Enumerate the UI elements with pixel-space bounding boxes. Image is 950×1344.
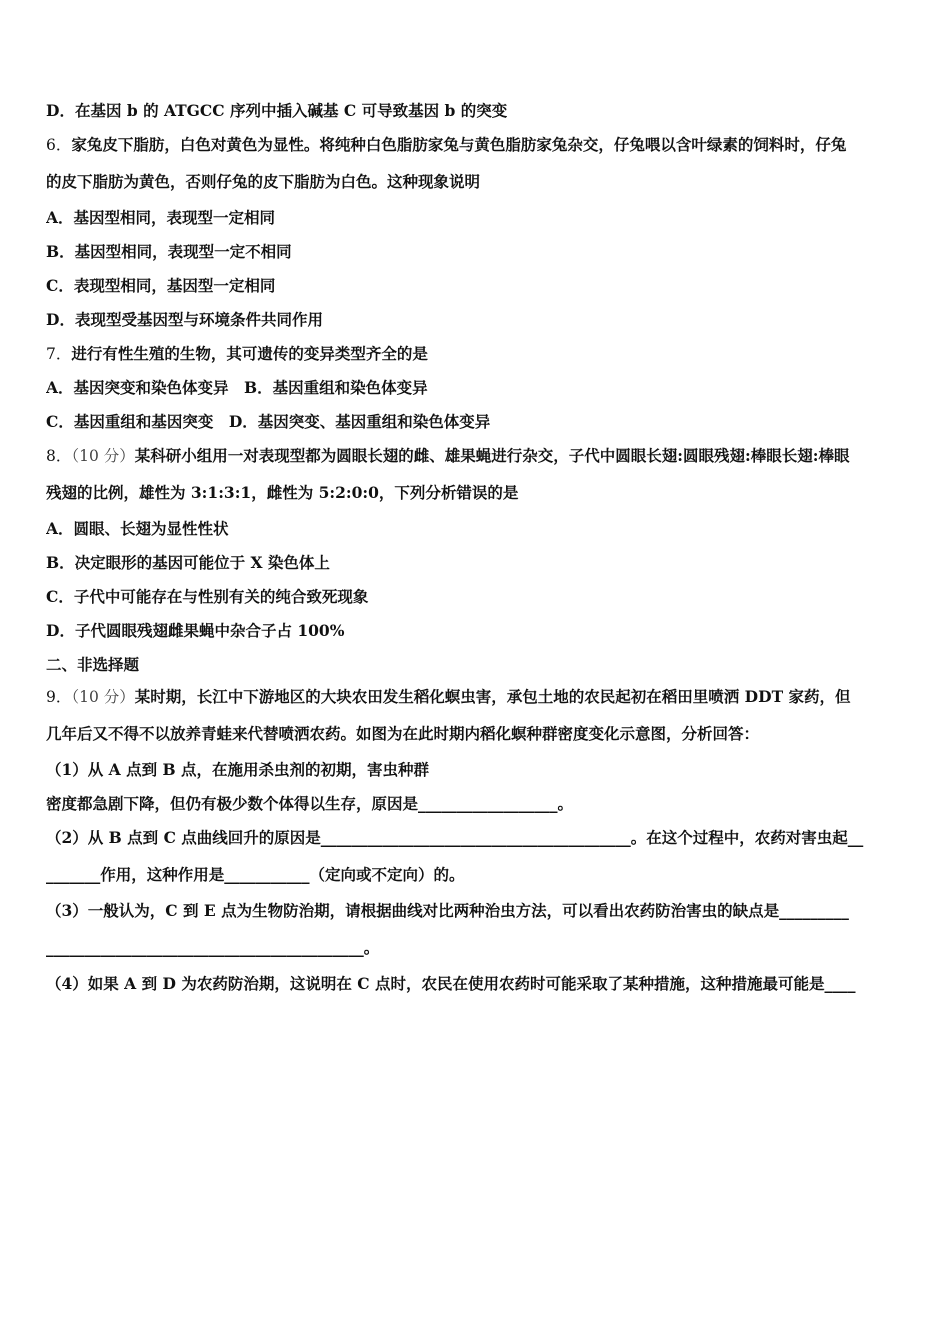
q9-score: （10 分） [71,688,135,706]
q8-stem-line2: 残翅的比例，雄性为 3:1:3:1，雌性为 5:2:0:0，下列分析错误的是 [46,483,519,502]
q9-stem-line1 [46,684,908,710]
q9-number: 9． [46,688,72,706]
q6-option-b: B．基因型相同，表现型一定不相同 [46,242,292,261]
document-page [46,98,908,997]
q6-option-d: D．表现型受基因型与环境条件共同作用 [46,310,323,329]
q6-option-c: C．表现型相同，基因型一定相同 [46,276,276,295]
q6-stem-line1 [46,132,908,158]
q8-option-b: B．决定眼形的基因可能位于 X 染色体上 [46,553,330,572]
q9-part1-line1: （1）从 A 点到 B 点，在施用杀虫剂的初期，害虫种群 [46,760,429,779]
q7-stem-text: 进行有性生殖的生物，其可遗传的变异类型齐全的是 [71,344,428,363]
q6-stem-line2: 的皮下脂肪为黄色，否则仔兔的皮下脂肪为白色。这种现象说明 [46,172,481,191]
q7-options-row2: C．基因重组和基因突变 D．基因突变、基因重组和染色体变异 [46,412,491,431]
section-title: 二、非选择题 [46,655,140,674]
q8-score: （10 分） [71,447,135,465]
q7-number: 7． [46,345,72,363]
q8-option-a: A．圆眼、长翅为显性性状 [46,519,229,538]
q5-option-d: D．在基因 b 的 ATGCC 序列中插入碱基 C 可导致基因 b 的突变 [46,101,508,120]
q7-options-row1: A．基因突变和染色体变异 B．基因重组和染色体变异 [46,378,428,397]
q9-part2-line2: _______作用，这种作用是___________（定向或不定向）的。 [46,865,465,884]
q6-number: 6． [46,136,72,154]
q6-option-a: A．基因型相同，表现型一定相同 [46,208,276,227]
q9-part2-line1: （2）从 B 点到 C 点曲线回升的原因是________________________________________。在这个过程中，农药对害虫起__ [46,828,864,847]
q8-stem-text-1: 某科研小组用一对表现型都为圆眼长翅的雌、雄果蝇进行杂交，子代中圆眼长翅:圆眼残翅:棒眼长翅:棒眼 [134,446,850,465]
q9-part1-line2: 密度都急剧下降，但仍有极少数个体得以生存，原因是__________________。 [46,794,574,813]
q9-part4-line1: （4）如果 A 到 D 为农药防治期，这说明在 C 点时，农民在使用农药时可能采取了某种措施，这种措施最可能是____ [46,974,856,993]
q6-stem-text-1: 家兔皮下脂肪，白色对黄色为显性。将纯种白色脂肪家兔与黄色脂肪家兔杂交，仔兔喂以含叶绿素的饲料时，仔兔 [71,135,847,154]
q9-stem-text-1: 某时期，长江中下游地区的大块农田发生稻化螟虫害，承包土地的农民起初在稻田里喷洒 DDT 家药，但 [134,687,851,706]
q8-option-d: D．子代圆眼残翅雌果蝇中杂合子占 100% [46,621,345,640]
q9-part3-line2: _________________________________________。 [46,938,380,957]
q8-option-c: C．子代中可能存在与性别有关的纯合致死现象 [46,587,369,606]
q8-stem-line1 [46,443,908,469]
q7-stem [46,341,908,367]
q8-number: 8． [46,447,72,465]
q9-part3-line1: （3）一般认为，C 到 E 点为生物防治期，请根据曲线对比两种治虫方法，可以看出农药防治害虫的缺点是_________ [46,901,849,920]
q9-stem-line2: 几年后又不得不以放养青蛙来代替喷洒农药。如图为在此时期内稻化螟种群密度变化示意图，分析回答： [46,724,760,743]
